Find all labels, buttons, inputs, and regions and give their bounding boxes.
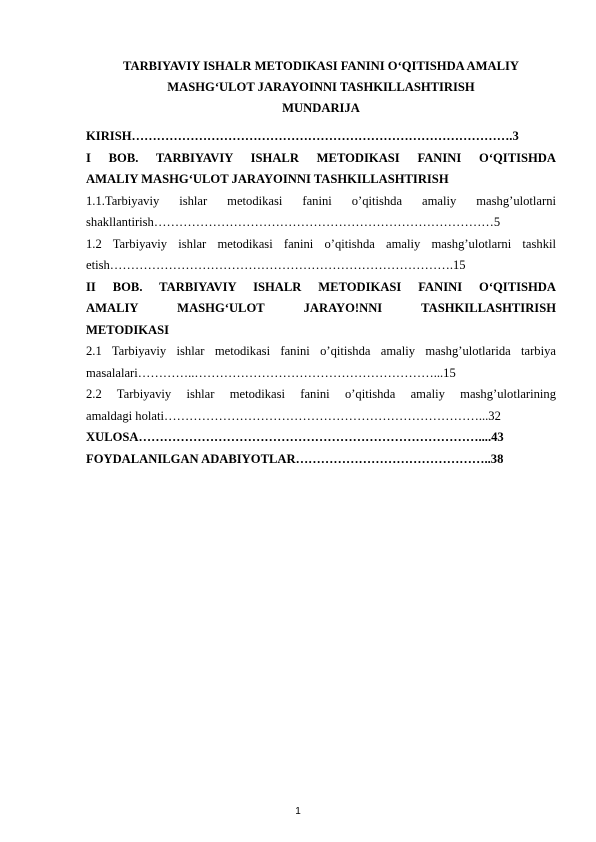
document-title-line-2: MASHG‘ULOT JARAYOINNI TASHKILLASHTIRISH	[167, 80, 475, 94]
toc-section-1-2-cont: etish……………………………………………………………………….15	[86, 258, 466, 272]
document-title-line-1: TARBIYAVIY ISHALR METODIKASI FANINI O‘QITISHDA AMALIY	[123, 59, 519, 73]
toc-section-2-1-cont: masalalari…………..…………………………………………………...15	[86, 365, 456, 380]
toc-entry-introduction: KIRISH……………………………………………………………………………….3	[86, 129, 519, 143]
toc-section-2-2: 2.2 Tarbiyaviy ishlar metodikasi fanini o’qitishda amaliy mashg’ulotlarining	[86, 387, 556, 401]
page-number: 1	[295, 806, 301, 817]
toc-section-2-2-cont: amaldagi holati…………………………………………………………………...32	[86, 408, 501, 423]
toc-chapter-1-title-cont: AMALIY MASHG‘ULOT JARAYOINNI TASHKILLASHTIRISH	[86, 172, 449, 186]
toc-section-1-2: 1.2 Tarbiyaviy ishlar metodikasi fanini o’qitishda amaliy mashg’ulotlarni tashkil	[86, 236, 556, 251]
contents-heading: MUNDARIJA	[282, 101, 360, 115]
toc-section-1-1: 1.1.Tarbiyaviy ishlar metodikasi fanini o’qitishda amaliy mashg’ulotlarni	[86, 193, 556, 208]
toc-chapter-2-title-end: METODIKASI	[86, 322, 170, 337]
toc-section-2-1: 2.1 Tarbiyaviy ishlar metodikasi fanini o’qitishda amaliy mashg’ulotlarida tarbiya	[86, 344, 556, 358]
toc-chapter-2-title: II BOB. TARBIYAVIY ISHALR METODIKASI FANINI O‘QITISHDA	[86, 279, 556, 294]
toc-entry-references: FOYDALANILGAN ADABIYOTLAR………………………………………..38	[86, 451, 504, 466]
toc-chapter-1-title: I BOB. TARBIYAVIY ISHALR METODIKASI FANINI O‘QITISHDA	[86, 150, 556, 165]
toc-section-1-1-cont: shakllantirish………………………………………………………………………5	[86, 215, 501, 229]
toc-entry-conclusion: XULOSA………………………………………………………………………....43	[86, 430, 504, 444]
toc-chapter-2-title-cont: AMALIY MASHG‘ULOT JARAYO!NNI TASHKILLASHTIRISH	[86, 301, 556, 315]
